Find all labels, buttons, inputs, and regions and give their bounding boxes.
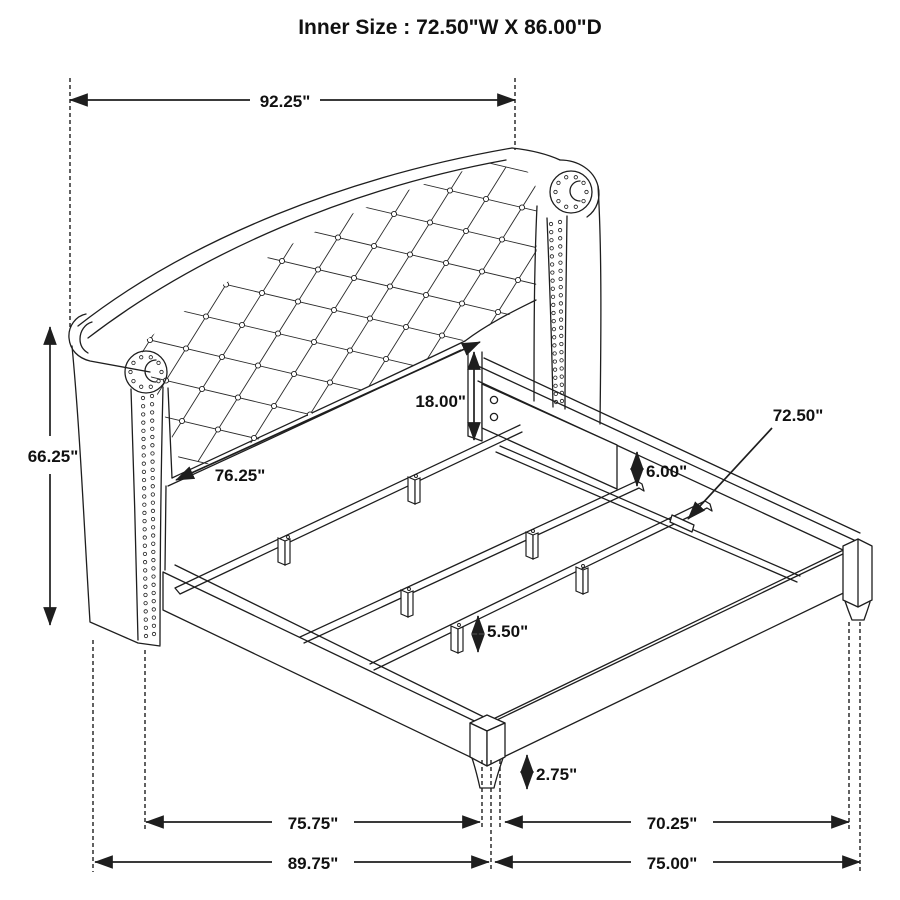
dim-overall-foot-width <box>495 854 860 873</box>
slat-leg <box>526 532 538 559</box>
slat-leg <box>408 477 420 504</box>
dim-label: 2.75" <box>536 765 578 784</box>
left-roll-inner <box>80 322 92 353</box>
left-wing-outer-edge <box>72 346 160 646</box>
dim-inner-side-length <box>146 814 480 833</box>
dim-rail-to-slat-drop <box>637 452 687 486</box>
dim-label: 75.00" <box>646 854 698 873</box>
dim-headboard-inner-width <box>176 342 480 485</box>
slat-rail-1 <box>175 425 522 594</box>
headboard-back-leg <box>468 348 482 441</box>
dim-overall-depth <box>95 854 489 873</box>
left-scroll-nailheads <box>129 356 163 389</box>
dim-slat-leg-height <box>478 616 528 652</box>
slat-leg <box>451 626 463 653</box>
right-wing-inner-edge <box>534 206 537 401</box>
dim-inner-foot-width <box>505 814 849 833</box>
dim-label: 70.25" <box>646 814 698 833</box>
dim-outer-width <box>70 92 515 111</box>
slat-leg <box>401 590 413 617</box>
dim-label: 92.25" <box>259 92 311 111</box>
left-wing-inner-edge <box>165 388 172 570</box>
dim-headboard-to-slat-gap <box>415 352 474 440</box>
left-wing <box>69 314 172 646</box>
headboard-inner-arc <box>88 160 506 338</box>
foot-rail <box>476 543 858 765</box>
right-scroll-spiral <box>570 181 580 201</box>
bed-frame <box>163 358 872 788</box>
headboard-bottom-right-edge <box>465 300 536 341</box>
slat-rail-3 <box>370 501 712 670</box>
headboard-peak-edge <box>512 148 560 160</box>
right-wing <box>534 160 601 424</box>
slat-leg <box>576 567 588 594</box>
right-trim-right-edge <box>565 216 567 409</box>
dim-label: 5.50" <box>487 622 529 641</box>
dim-label: 89.75" <box>287 854 339 873</box>
dim-label: 75.75" <box>287 814 339 833</box>
slat-rail-2 <box>300 481 644 643</box>
diagram-title: Inner Size : 72.50"W X 86.00"D <box>298 16 602 39</box>
dim-label: 76.25" <box>214 466 266 485</box>
dim-label: 18.00" <box>415 392 466 411</box>
right-wing-outer-edge <box>598 186 601 424</box>
dim-frame-leg-height <box>527 755 577 789</box>
dim-label: 66.25" <box>27 447 79 466</box>
right-nailhead-trim <box>549 220 563 403</box>
left-nailhead-trim <box>141 394 155 637</box>
dim-label: 72.50" <box>772 406 824 425</box>
right-scroll-nailheads <box>554 176 588 209</box>
left-trim-left-edge <box>131 389 138 640</box>
left-side-rail <box>163 565 492 765</box>
dim-label: 6.00" <box>646 462 688 481</box>
dim-headboard-height <box>28 327 79 625</box>
slat-leg <box>278 538 290 565</box>
